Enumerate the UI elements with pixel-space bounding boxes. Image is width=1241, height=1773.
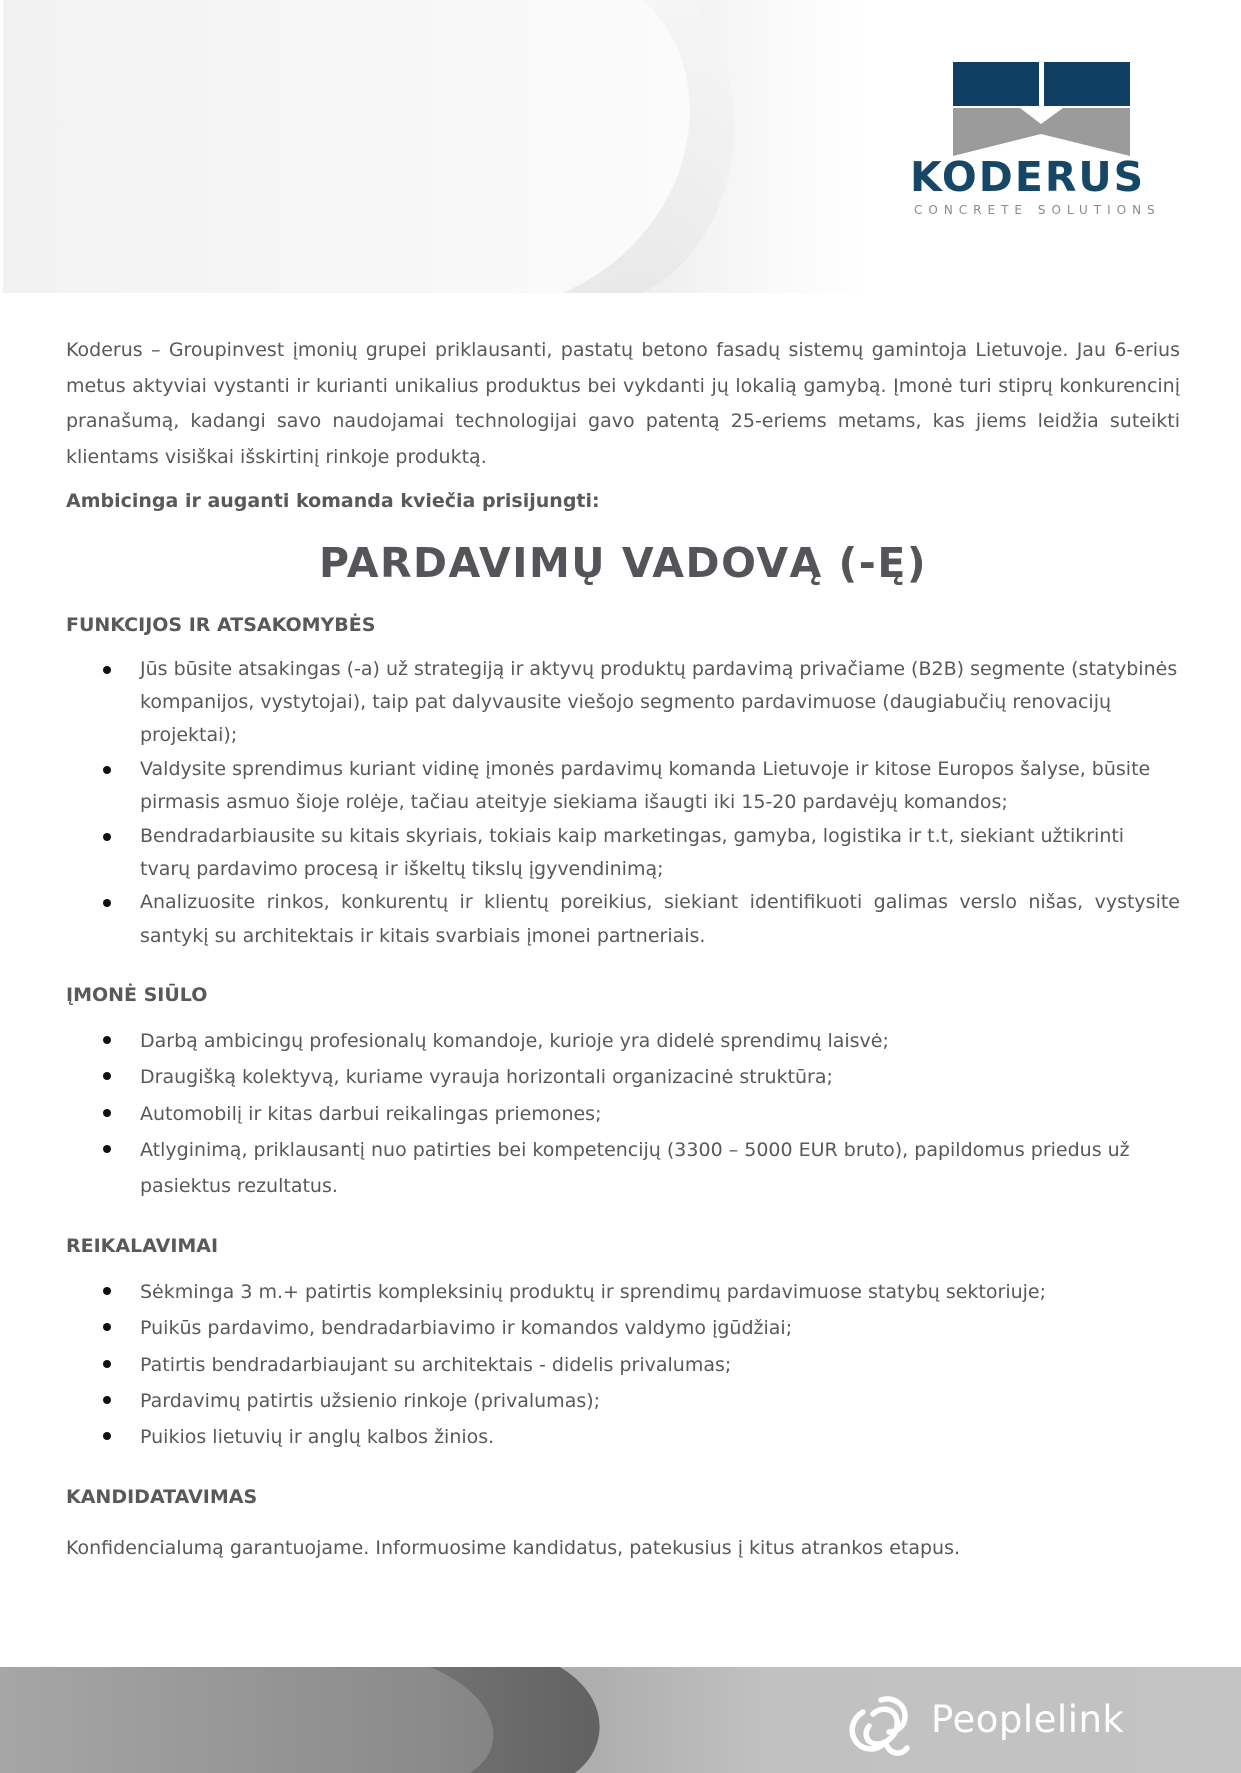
- job-title: PARDAVIMŲ VADOVĄ (-Ę): [318, 538, 928, 587]
- section-heading-requirements: REIKALAVIMAI: [66, 1235, 219, 1258]
- bullet-icon: [103, 1109, 111, 1117]
- list-item: Sėkminga 3 m.+ patirtis kompleksinių produktų ir sprendimų pardavimuose statybų sektoriuje;: [66, 1274, 1180, 1310]
- list-item: Automobilį ir kitas darbui reikalingas priemones;: [66, 1096, 1180, 1132]
- list-item: Draugišką kolektyvą, kuriame vyrauja horizontali organizacinė struktūra;: [66, 1059, 1180, 1095]
- bullet-icon: [103, 1145, 111, 1153]
- list-item: Patirtis bendradarbiaujant su architektais - didelis privalumas;: [66, 1347, 1180, 1383]
- bullet-icon: [103, 1360, 111, 1368]
- bullet-icon: [103, 1036, 111, 1044]
- logo-block-right: [1044, 62, 1130, 106]
- peoplelink-wordmark: Peoplelink: [931, 1698, 1125, 1741]
- bullet-icon: [103, 666, 111, 674]
- bullet-icon: [103, 833, 111, 841]
- koderus-logo: [910, 58, 1170, 228]
- list-item: Bendradarbiausite su kitais skyriais, tokiais kaip marketingas, gamyba, logistika ir t.t, siekiant užtikrinti tvarų pardavimo procesą ir iškeltų tikslų įgyvendinimą;: [66, 820, 1180, 887]
- application-text: Konfidencialumą garantuojame. Informuosime kandidatus, patekusius į kitus atrankos etapus.: [66, 1537, 961, 1560]
- job-posting-content: [66, 333, 1180, 1567]
- list-item: Atlyginimą, priklausantį nuo patirties bei kompetencijų (3300 – 5000 EUR bruto), papildomus priedus už pasiektus rezultatus.: [66, 1132, 1180, 1204]
- logo-chevron-icon: [953, 108, 1130, 156]
- list-item: Pardavimų patirtis užsienio rinkoje (privalumas);: [66, 1383, 1180, 1419]
- bullet-icon: [103, 1396, 111, 1404]
- bullet-icon: [103, 1287, 111, 1295]
- bullet-icon: [103, 1323, 111, 1331]
- requirements-list: [66, 1274, 1180, 1455]
- logo-block-left: [953, 62, 1039, 106]
- bullet-icon: [103, 899, 111, 907]
- bullet-icon: [103, 1432, 111, 1440]
- logo-wordmark: KODERUS: [910, 153, 1146, 201]
- functions-list: [66, 653, 1180, 954]
- list-item: Valdysite sprendimus kuriant vidinę įmonės pardavimų komanda Lietuvoje ir kitose Europos šalyse, būsite pirmasis asmuo šioje rolėje, tačiau ateityje siekiama išaugti iki 15-20 pardavėjų komandos;: [66, 753, 1180, 820]
- bullet-icon: [103, 766, 111, 774]
- list-item: Jūs būsite atsakingas (-a) už strategiją ir aktyvų produktų pardavimą privačiame (B2B) segmente (statybinės kompanijos, vystytojai), taip pat dalyvausite viešojo segmento pardavimuose (daugiabučių renovacijų projektai);: [66, 653, 1180, 753]
- list-item: Puikūs pardavimo, bendradarbiavimo ir komandos valdymo įgūdžiai;: [66, 1310, 1180, 1346]
- section-heading-offer: ĮMONĖ SIŪLO: [66, 984, 208, 1007]
- bullet-icon: [103, 1072, 111, 1080]
- peoplelink-logo-icon: [843, 1690, 915, 1762]
- section-heading-functions: FUNKCIJOS IR ATSAKOMYBĖS: [66, 613, 376, 636]
- logo-tagline: CONCRETE SOLUTIONS: [914, 203, 1161, 217]
- offer-list: [66, 1023, 1180, 1204]
- invite-line: Ambicinga ir auganti komanda kviečia prisijungti:: [66, 490, 600, 512]
- header-banner: [3, 0, 873, 293]
- list-item: Puikios lietuvių ir anglų kalbos žinios.: [66, 1419, 1180, 1455]
- intro-paragraph: Koderus – Groupinvest įmonių grupei priklausanti, pastatų betono fasadų sistemų gamintoja Lietuvoje. Jau 6-erius metus aktyviai vystanti ir kurianti unikalius produktus bei vykdanti jų lokalią gamybą. Įmonė turi stiprų konkurencinį pranašumą, kadangi savo naudojamai technologijai gavo patentą 25-eriems metams, kas jiems leidžia suteikti klientams visiškai išskirtinį rinkoje produktą.: [66, 339, 1180, 468]
- peoplelink-logo: [843, 1690, 1143, 1762]
- list-item: Darbą ambicingų profesionalų komandoje, kurioje yra didelė sprendimų laisvė;: [66, 1023, 1180, 1059]
- header-banner-graphic: [3, 0, 873, 293]
- section-heading-application: KANDIDATAVIMAS: [66, 1486, 258, 1509]
- list-item: Analizuosite rinkos, konkurentų ir klientų poreikius, siekiant identifikuoti galimas verslo nišas, vystysite santykį su architektais ir kitais svarbiais įmonei partneriais.: [66, 886, 1180, 953]
